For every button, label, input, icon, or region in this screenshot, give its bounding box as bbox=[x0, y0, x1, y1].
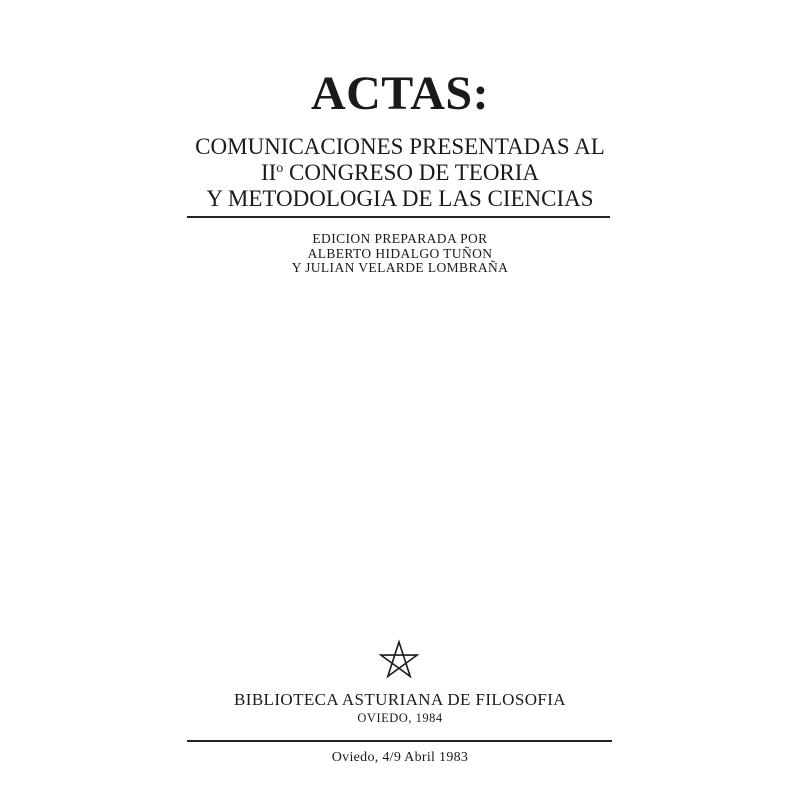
publisher-name: BIBLIOTECA ASTURIANA DE FILOSOFIA bbox=[234, 690, 566, 709]
editors-line-2: ALBERTO HIDALGO TUÑON bbox=[307, 245, 493, 261]
subtitle-line-3: Y METODOLOGIA DE LAS CIENCIAS bbox=[206, 186, 594, 211]
event-place-date: Oviedo, 4/9 Abril 1983 bbox=[331, 750, 469, 765]
subtitle-ordinal: II bbox=[260, 160, 277, 185]
page-title: ACTAS: bbox=[310, 67, 490, 120]
editors-line-3: Y JULIAN VELARDE LOMBRAÑA bbox=[291, 260, 509, 275]
subtitle-line-1: COMUNICACIONES PRESENTADAS AL bbox=[195, 134, 605, 159]
subtitle-block bbox=[0, 134, 800, 212]
subtitle-ordinal-superscript: o bbox=[276, 161, 284, 176]
bottom-divider bbox=[187, 740, 612, 742]
subtitle-line-2 bbox=[0, 160, 800, 186]
top-divider bbox=[187, 216, 610, 218]
editors-block bbox=[0, 232, 800, 276]
editors-line-1: EDICION PREPARADA POR bbox=[312, 231, 488, 246]
publisher-place-year: OVIEDO, 1984 bbox=[357, 711, 443, 725]
subtitle-line-2-text: CONGRESO DE TEORIA bbox=[283, 160, 540, 185]
pentagram-icon bbox=[377, 639, 421, 683]
